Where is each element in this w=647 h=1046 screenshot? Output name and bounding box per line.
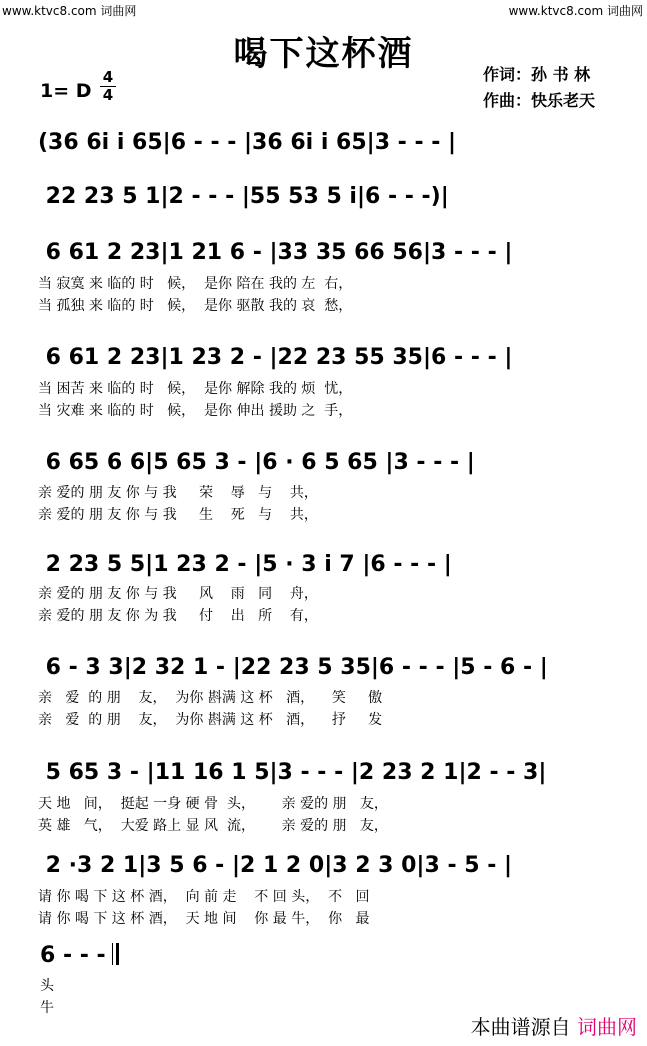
lyrics-line-6b: 亲 爱的 朋 友 你 为 我 付 出 所 有， [38,608,318,624]
watermark-right: www.ktvc8.com 词曲网 [508,4,643,18]
composer: 作曲：快乐老天 [483,91,596,110]
final-lyric-a: 头 [40,978,54,994]
notes-line-6: 2 23 5 5|1 23 2 - |5 · 3 i 7 |6 - - - | [38,552,452,577]
lyrics-line-9b: 请 你 喝 下 这 杯 酒， 天 地 间 你 最 牛， 你 最 [38,911,370,927]
song-title: 喝下这杯酒 [233,34,414,74]
notes-line-3: 6 61 2 23|1 21 6 - |33 35 66 56|3 - - - | [38,240,513,265]
lyrics-line-4b: 当 灾难 来 临的 时 候， 是你 伸出 援助 之 手， [38,403,353,419]
time-signature-bottom: 4 [102,86,114,104]
time-signature-top: 4 [102,68,114,86]
notes-line-7: 6 - 3 3|2 32 1 - |22 23 5 35|6 - - - |5 - 6 - | [38,655,548,680]
notes-line-4: 6 61 2 23|1 23 2 - |22 23 55 35|6 - - - | [38,345,513,370]
lyrics-line-7b: 亲 爱 的 朋 友， 为你 斟满 这 杯 酒， 抒 发 [38,712,383,728]
lyrics-line-4a: 当 困苦 来 临的 时 候， 是你 解除 我的 烦 忧， [38,381,353,397]
footer [471,1011,637,1040]
lyrics-line-9a: 请 你 喝 下 这 杯 酒， 向 前 走 不 回 头， 不 回 [38,889,370,905]
notes-line-2: 22 23 5 1|2 - - - |55 53 5 i|6 - - -)| [38,184,449,209]
lyrics-line-6a: 亲 爱的 朋 友 你 与 我 风 雨 同 舟， [38,586,318,602]
lyrics-line-5a: 亲 爱的 朋 友 你 与 我 荣 辱 与 共， [38,485,318,501]
watermark-left: www.ktvc8.com 词曲网 [2,4,137,18]
footer-brand[interactable]: 词曲网 [577,1015,637,1039]
final-notes [40,943,119,968]
lyrics-line-5b: 亲 爱的 朋 友 你 与 我 生 死 与 共， [38,507,318,523]
notes-line-1: (36 6i i 65|6 - - - |36 6i i 65|3 - - - | [38,130,457,155]
lyrics-line-3a: 当 寂寞 来 临的 时 候， 是你 陪在 我的 左 右， [38,276,353,292]
lyrics-line-7a: 亲 爱 的 朋 友， 为你 斟满 这 杯 酒， 笑 傲 [38,690,383,706]
notes-line-5: 6 65 6 6|5 65 3 - |6 · 6 5 65 |3 - - - | [38,450,475,475]
notes-line-9: 2 ·3 2 1|3 5 6 - |2 1 2 0|3 2 3 0|3 - 5 - | [38,853,513,878]
lyrics-line-3b: 当 孤独 来 临的 时 候， 是你 驱散 我的 哀 愁， [38,298,353,314]
footer-source: 本曲谱源自 [470,1015,571,1039]
lyricist: 作词：孙 书 林 [483,65,591,84]
final-lyric-b: 牛 [40,1000,54,1016]
final-notes-text: 6 - - - [40,943,106,968]
final-barline-thin [112,943,113,965]
key-signature: 1= D [40,80,92,102]
lyrics-line-8b: 英 雄 气， 大爱 路上 显 风 流， 亲 爱的 朋 友， [38,818,388,834]
notes-line-8: 5 65 3 - |11 16 1 5|3 - - - |2 23 2 1|2 - - 3| [38,760,547,785]
lyrics-line-8a: 天 地 间， 挺起 一身 硬 骨 头， 亲 爱的 朋 友， [38,796,388,812]
final-barline-thick [116,943,119,965]
